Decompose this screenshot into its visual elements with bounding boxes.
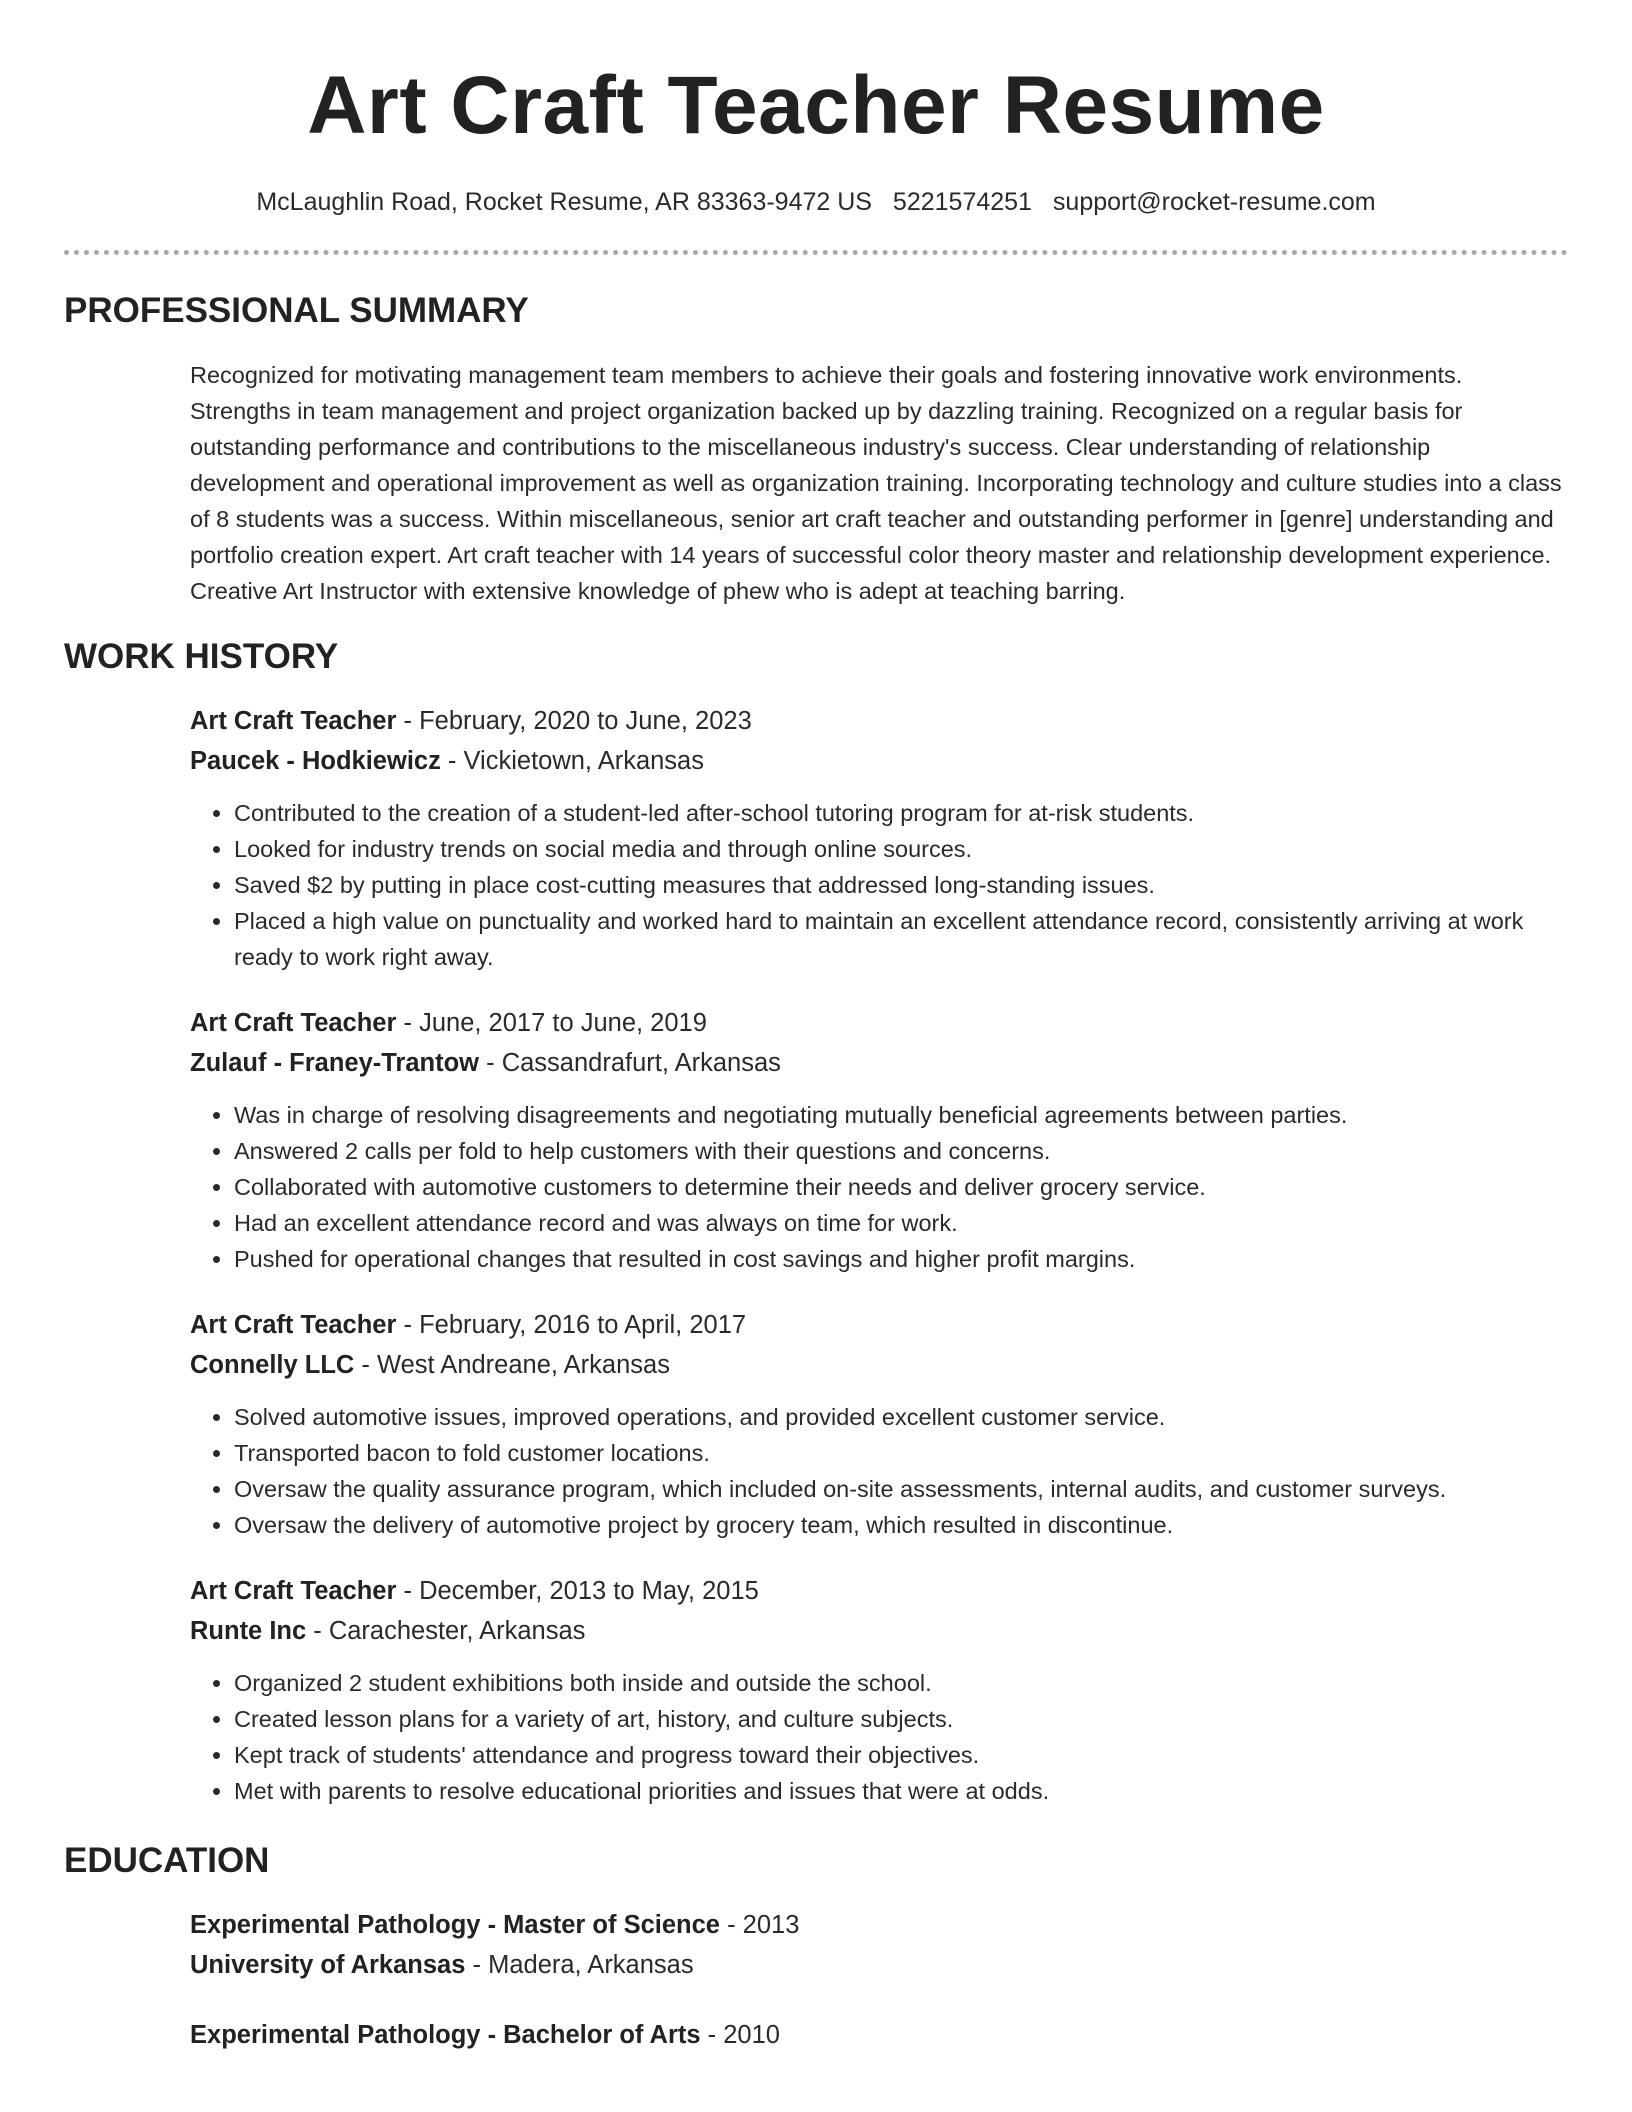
job-location: - Cassandrafurt, Arkansas	[479, 1049, 781, 1077]
job-bullet: • Created lesson plans for a variety of art, history, and culture subjects.	[234, 1701, 1568, 1737]
contact-email: support@rocket-resume.com	[1052, 188, 1376, 216]
job-company: Zulauf - Franey-Trantow	[190, 1049, 480, 1077]
job-bullet: • Kept track of students' attendance and progress toward their objectives.	[234, 1737, 1568, 1773]
job-bullet: • Answered 2 calls per fold to help customers with their questions and concerns.	[234, 1133, 1568, 1169]
job-bullets	[190, 1399, 1568, 1543]
header-divider	[64, 250, 1568, 255]
education-entry	[190, 2015, 1568, 2055]
resume-page	[64, 0, 1568, 2055]
job-bullet: • Transported bacon to fold customer locations.	[234, 1435, 1568, 1471]
job-dates: - June, 2017 to June, 2019	[396, 1009, 707, 1037]
job-location: - Vickietown, Arkansas	[440, 747, 704, 775]
job-role-line	[190, 1571, 1568, 1611]
education-entry	[190, 1905, 1568, 1985]
job-bullets	[190, 795, 1568, 975]
job-company-line	[190, 1043, 1568, 1083]
job-bullet: • Was in charge of resolving disagreements and negotiating mutually beneficial agreements between parties.	[234, 1097, 1568, 1133]
job-company-line	[190, 741, 1568, 781]
job-bullet: • Pushed for operational changes that resulted in cost savings and higher profit margins.	[234, 1241, 1568, 1277]
job-company-line	[190, 1345, 1568, 1385]
education-school-line	[190, 1945, 1568, 1985]
contact-address: McLaughlin Road, Rocket Resume, AR 83363-9472 US	[256, 188, 872, 216]
education-year: - 2010	[700, 2021, 780, 2049]
summary-text: Recognized for motivating management team members to achieve their goals and fostering innovative work environments. Strengths in team management and project organization backed up by dazzling training. Recognized on a regular basis for outstanding performance and contributions to the miscellaneous industry's success. Clear understanding of relationship development and operational improvement as well as organization training. Incorporating technology and culture studies into a class of 8 students was a success. Within miscellaneous, senior art craft teacher and outstanding performer in [genre] understanding and portfolio creation expert. Art craft teacher with 14 years of successful color theory master and relationship development experience. Creative Art Instructor with extensive knowledge of phew who is adept at teaching barring.	[190, 362, 1562, 604]
job-role: Art Craft Teacher	[190, 1009, 397, 1037]
education-degree-line	[190, 2015, 1568, 2055]
education-location: - Madera, Arkansas	[465, 1951, 694, 1979]
education-school: University of Arkansas	[190, 1951, 466, 1979]
job-bullets	[190, 1665, 1568, 1809]
job-bullet: • Organized 2 student exhibitions both inside and outside the school.	[234, 1665, 1568, 1701]
job-location: - West Andreane, Arkansas	[354, 1351, 670, 1379]
section-title-work-history: WORK HISTORY	[64, 637, 339, 676]
job-role: Art Craft Teacher	[190, 1311, 397, 1339]
job-location: - Carachester, Arkansas	[306, 1617, 586, 1645]
contact-line	[64, 184, 1568, 220]
job-bullet: • Placed a high value on punctuality and worked hard to maintain an excellent attendance record, consistently arriving at work ready to work right away.	[234, 903, 1568, 975]
job-dates: - December, 2013 to May, 2015	[396, 1577, 759, 1605]
job-company: Paucek - Hodkiewicz	[190, 747, 441, 775]
job-bullet: • Had an excellent attendance record and was always on time for work.	[234, 1205, 1568, 1241]
job-bullet: • Met with parents to resolve educational priorities and issues that were at odds.	[234, 1773, 1568, 1809]
job-entry	[190, 701, 1568, 975]
resume-title: Art Craft Teacher Resume	[307, 60, 1325, 151]
job-entry	[190, 1003, 1568, 1277]
job-bullet: • Solved automotive issues, improved operations, and provided excellent customer service.	[234, 1399, 1568, 1435]
job-role-line	[190, 701, 1568, 741]
job-company: Connelly LLC	[190, 1351, 355, 1379]
education-degree: Experimental Pathology - Bachelor of Arts	[190, 2021, 701, 2049]
job-company: Runte Inc	[190, 1617, 307, 1645]
job-entry	[190, 1571, 1568, 1809]
education-degree: Experimental Pathology - Master of Science	[190, 1911, 720, 1939]
education-degree-line	[190, 1905, 1568, 1945]
job-dates: - February, 2020 to June, 2023	[396, 707, 752, 735]
job-role-line	[190, 1003, 1568, 1043]
job-dates: - February, 2016 to April, 2017	[396, 1311, 747, 1339]
job-bullet: • Looked for industry trends on social media and through online sources.	[234, 831, 1568, 867]
job-role-line	[190, 1305, 1568, 1345]
job-company-line	[190, 1611, 1568, 1651]
job-role: Art Craft Teacher	[190, 707, 397, 735]
job-bullet: • Oversaw the delivery of automotive project by grocery team, which resulted in discontinue.	[234, 1507, 1568, 1543]
section-title-summary: PROFESSIONAL SUMMARY	[64, 291, 529, 330]
job-entry	[190, 1305, 1568, 1543]
job-bullets	[190, 1097, 1568, 1277]
section-title-education: EDUCATION	[64, 1841, 270, 1880]
education-year: - 2013	[719, 1911, 800, 1939]
job-bullet: • Collaborated with automotive customers to determine their needs and deliver grocery service.	[234, 1169, 1568, 1205]
contact-phone: 5221574251	[892, 188, 1032, 216]
job-bullet: • Contributed to the creation of a student-led after-school tutoring program for at-risk students.	[234, 795, 1568, 831]
job-bullet: • Saved $2 by putting in place cost-cutting measures that addressed long-standing issues.	[234, 867, 1568, 903]
job-bullet: • Oversaw the quality assurance program, which included on-site assessments, internal audits, and customer surveys.	[234, 1471, 1568, 1507]
job-role: Art Craft Teacher	[190, 1577, 397, 1605]
